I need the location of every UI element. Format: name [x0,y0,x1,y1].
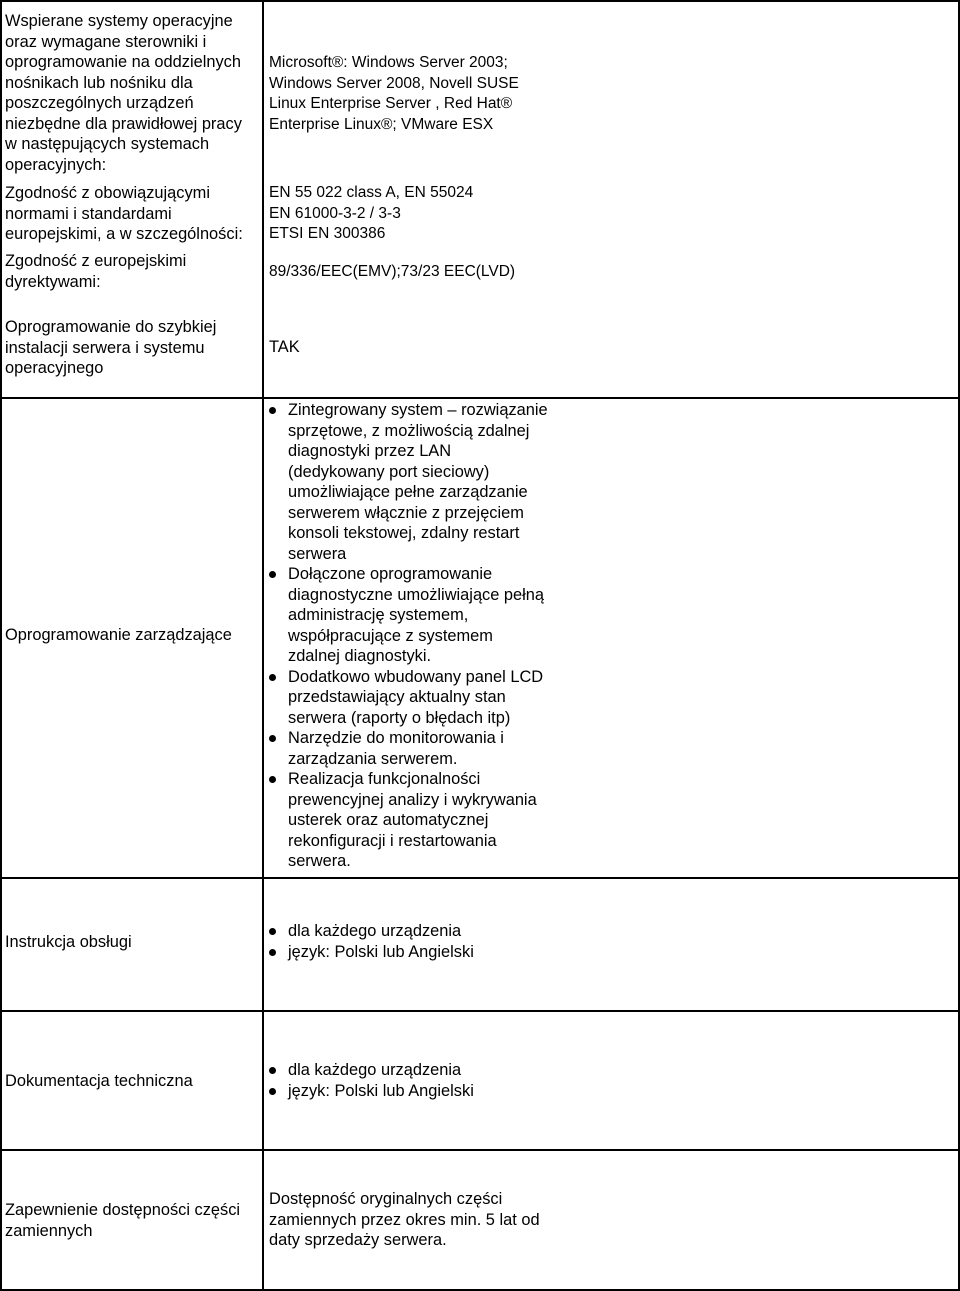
row-divider [0,1010,960,1012]
bullet-icon [269,735,276,742]
list-item-text: Realizacja funkcjonalności prewencyjnej analizy i wykrywania usterek oraz automatycznej rekonfiguracji i restartowania serwera. [288,770,537,870]
install-software-value: TAK [269,338,300,356]
table-border-left [0,0,2,1291]
row-divider [0,877,960,879]
tech-docs-label: Dokumentacja techniczna [5,1072,193,1090]
list-item [269,1081,599,1102]
list-item-text: Dołączone oprogramowanie diagnostyczne umożliwiające pełną administrację systemem, współpracujące z systemem zdalnej diagnostyki. [288,565,545,665]
standards-value: EN 55 022 class A, EN 55024 EN 61000-3-2 / 3-3 ETSI EN 300386 [269,184,474,242]
install-software-label: Oprogramowanie do szybkiej instalacji serwera i systemu operacyjnego [5,318,217,377]
list-item [269,921,599,942]
spare-parts-value: Dostępność oryginalnych części zamiennych przez okres min. 5 lat od daty sprzedaży serwera. [269,1190,540,1249]
directives-label: Zgodność z europejskimi dyrektywami: [5,252,187,291]
list-item [269,942,599,963]
directives-value: 89/336/EEC(EMV);73/23 EEC(LVD) [269,263,516,280]
list-item [269,564,599,667]
row-divider [0,397,960,399]
row-divider [0,1149,960,1151]
tech-docs-list [269,1060,599,1101]
os-support-label: Wspierane systemy operacyjne oraz wymagane sterowniki i oprogramowanie na oddzielnych nośnikach lub nośniku dla poszczególnych urządzeń niezbędne dla prawidłowej pracy w następujących systemach operacyjnych: [5,12,242,174]
bullet-icon [269,407,276,414]
bullet-icon [269,1067,276,1074]
bullet-icon [269,928,276,935]
list-item-text: język: Polski lub Angielski [288,1081,474,1100]
bullet-icon [269,949,276,956]
list-item [269,400,599,564]
bullet-icon [269,674,276,681]
bullet-icon [269,776,276,783]
bullet-icon [269,571,276,578]
management-software-list [269,400,599,872]
list-item-text: Narzędzie do monitorowania i zarządzania serwerem. [288,729,504,768]
table-border-top [0,0,960,2]
manual-label: Instrukcja obsługi [5,933,132,951]
column-divider [262,0,264,1291]
list-item [269,1060,599,1081]
bullet-icon [269,1088,276,1095]
list-item [269,769,599,872]
spare-parts-label: Zapewnienie dostępności części zamiennych [5,1201,241,1240]
list-item-text: język: Polski lub Angielski [288,942,474,961]
standards-label: Zgodność z obowiązującymi normami i standardami europejskimi, a w szczególności: [5,184,243,243]
list-item-text: Zintegrowany system – rozwiązanie sprzętowe, z możliwością zdalnej diagnostyki przez LAN (dedykowany port sieciowy) umożliwiające pełne zarządzanie serwerem włącznie z przejęciem konsoli tekstowej, zdalny restart serwera [288,401,548,563]
os-support-value: Microsoft®: Windows Server 2003; Windows Server 2008, Novell SUSE Linux Enterprise Server , Red Hat® Enterprise Linux®; VMware ESX [269,54,519,133]
management-software-label: Oprogramowanie zarządzające [5,626,232,644]
list-item-text: dla każdego urządzenia [288,922,462,940]
manual-list [269,921,599,962]
list-item-text: Dodatkowo wbudowany panel LCD przedstawiający aktualny stan serwera (raporty o błędach itp) [288,667,544,727]
list-item [269,667,599,729]
list-item [269,728,599,769]
list-item-text: dla każdego urządzenia [288,1061,462,1079]
